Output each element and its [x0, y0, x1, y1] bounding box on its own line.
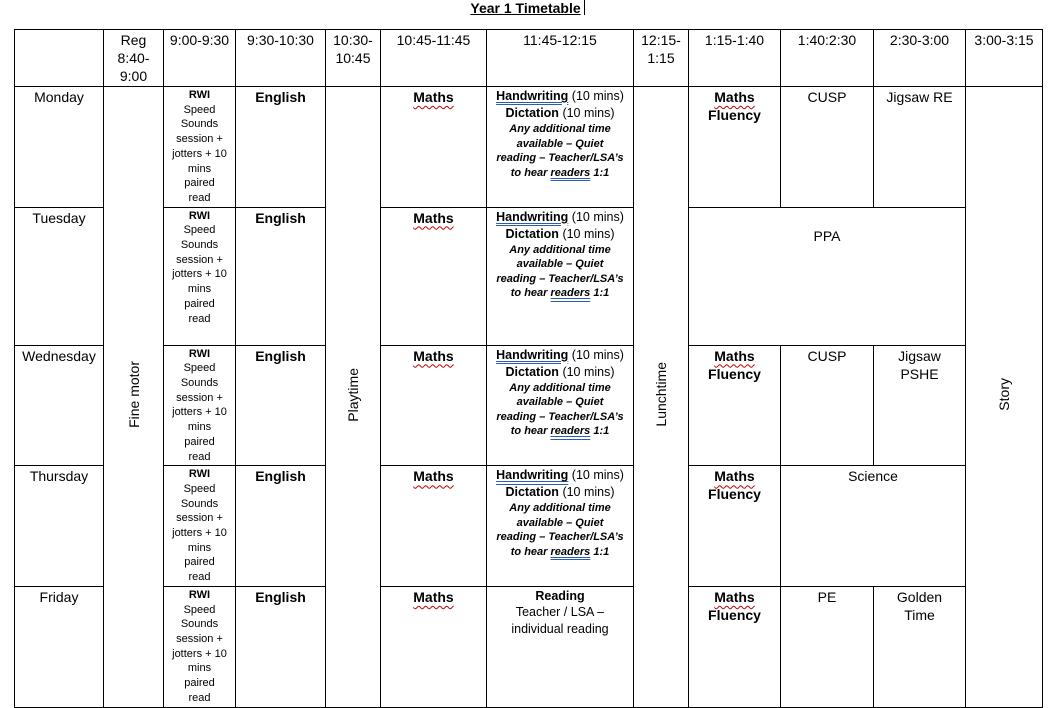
header-row: [15, 30, 1043, 87]
story-cell: Story: [966, 87, 1043, 708]
header-time: 10:30-10:45: [326, 30, 381, 87]
playtime-cell: Playtime: [326, 87, 381, 708]
header-day: [15, 30, 104, 87]
handwriting-cell: Handwriting (10 mins) Dictation (10 mins) Any additional time available – Quiet reading – Teacher/LSA’s to hear readers 1:1: [487, 207, 634, 345]
english-cell: English: [236, 586, 326, 707]
cusp-cell: CUSP: [781, 87, 874, 208]
day-label: Friday: [15, 586, 104, 707]
header-reg: Reg 8:40-9:00: [104, 30, 164, 87]
rwi-cell: RWI Speed Sounds session + jotters + 10 mins paired read: [164, 207, 236, 345]
english-cell: English: [236, 345, 326, 466]
day-row-tuesday: [15, 207, 1043, 345]
header-time: 9:30-10:30: [236, 30, 326, 87]
golden-time-cell: Golden Time: [874, 586, 966, 707]
english-cell: English: [236, 466, 326, 587]
header-time: 11:45-12:15: [487, 30, 634, 87]
page-title: Year 1 Timetable: [0, 0, 1055, 17]
maths-cell: Maths: [381, 87, 487, 208]
day-label: Tuesday: [15, 207, 104, 345]
header-time: 3:00-3:15: [966, 30, 1043, 87]
header-time: 1:40:2:30: [781, 30, 874, 87]
rwi-cell: RWI Speed Sounds session + jotters + 10 mins paired read: [164, 345, 236, 466]
day-label: Thursday: [15, 466, 104, 587]
day-label: Wednesday: [15, 345, 104, 466]
maths-cell: Maths: [381, 345, 487, 466]
day-row-wednesday: [15, 345, 1043, 466]
header-time: 9:00-9:30: [164, 30, 236, 87]
ppa-cell: PPA: [689, 207, 966, 345]
text-cursor: [584, 0, 585, 15]
header-time: 1:15-1:40: [689, 30, 781, 87]
handwriting-cell: Handwriting (10 mins) Dictation (10 mins) Any additional time available – Quiet reading – Teacher/LSA’s to hear readers 1:1: [487, 345, 634, 466]
maths-fluency-cell: Maths Fluency: [689, 345, 781, 466]
day-label: Monday: [15, 87, 104, 208]
jigsaw-pshe-cell: Jigsaw PSHE: [874, 345, 966, 466]
rwi-cell: RWI Speed Sounds session + jotters + 10 mins paired read: [164, 586, 236, 707]
science-cell: Science: [781, 466, 966, 587]
maths-fluency-cell: Maths Fluency: [689, 87, 781, 208]
cusp-cell: CUSP: [781, 345, 874, 466]
header-time: 2:30-3:00: [874, 30, 966, 87]
fine-motor-cell: Fine motor: [104, 87, 164, 708]
handwriting-cell: Handwriting (10 mins) Dictation (10 mins) Any additional time available – Quiet reading – Teacher/LSA’s to hear readers 1:1: [487, 87, 634, 208]
header-time: 12:15-1:15: [634, 30, 689, 87]
maths-fluency-cell: Maths Fluency: [689, 586, 781, 707]
rwi-cell: RWI Speed Sounds session + jotters + 10 mins paired read: [164, 466, 236, 587]
reading-cell: Reading Teacher / LSA – individual reading: [487, 586, 634, 707]
jigsaw-re-cell: Jigsaw RE: [874, 87, 966, 208]
handwriting-cell: Handwriting (10 mins) Dictation (10 mins) Any additional time available – Quiet reading – Teacher/LSA’s to hear readers 1:1: [487, 466, 634, 587]
maths-fluency-cell: Maths Fluency: [689, 466, 781, 587]
maths-cell: Maths: [381, 466, 487, 587]
lunchtime-cell: Lunchtime: [634, 87, 689, 708]
english-cell: English: [236, 207, 326, 345]
pe-cell: PE: [781, 586, 874, 707]
english-cell: English: [236, 87, 326, 208]
maths-cell: Maths: [381, 586, 487, 707]
maths-cell: Maths: [381, 207, 487, 345]
day-row-monday: [15, 87, 1043, 208]
rwi-cell: RWI Speed Sounds session + jotters + 10 mins paired read: [164, 87, 236, 208]
header-time: 10:45-11:45: [381, 30, 487, 87]
timetable: [14, 29, 1043, 708]
day-row-friday: [15, 586, 1043, 707]
day-row-thursday: [15, 466, 1043, 587]
